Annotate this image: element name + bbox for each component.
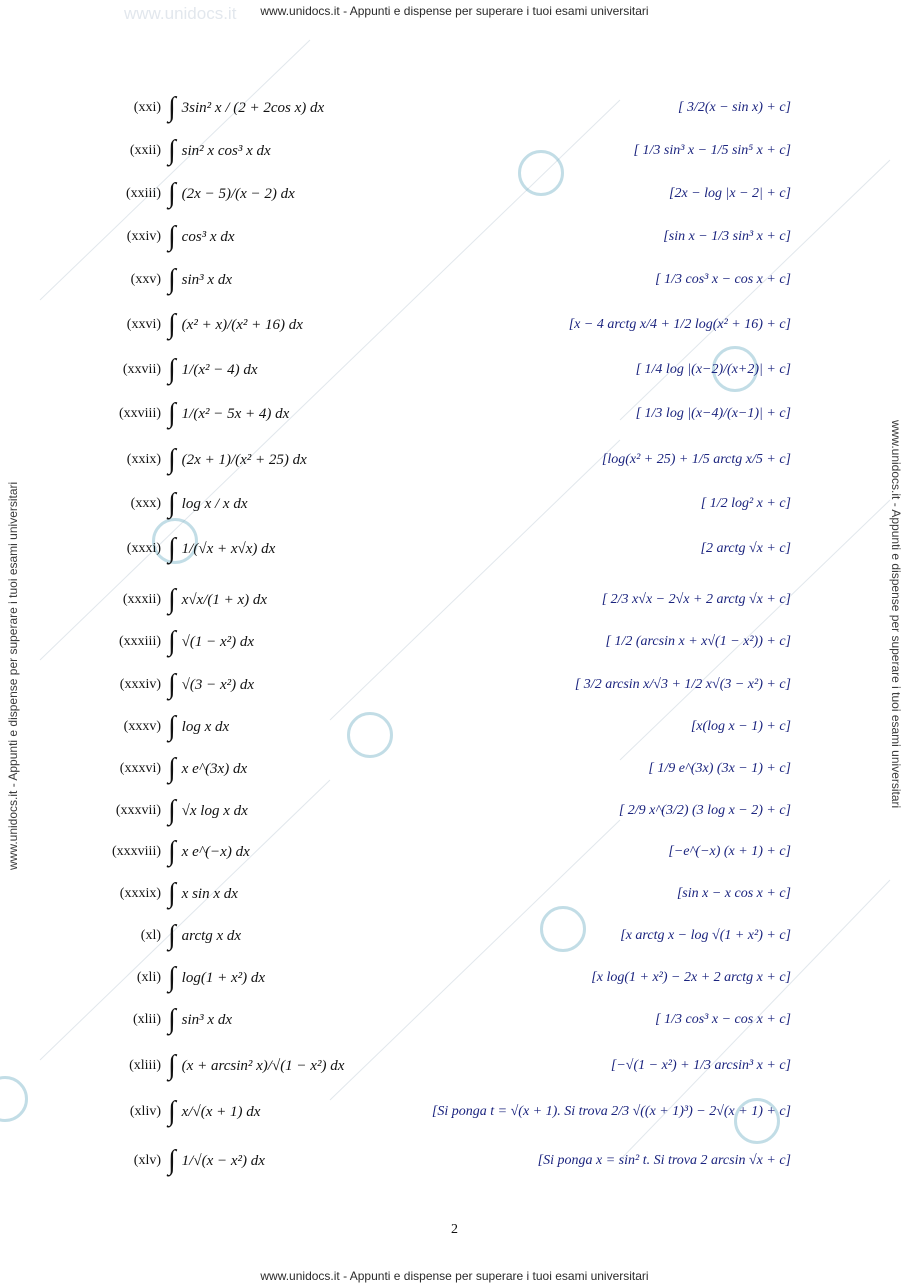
exercise-answer: [Si ponga x = sin² t. Si trova 2 arcsin √x + c] [537, 1153, 791, 1168]
exercise-integrand: log x / x dx [181, 495, 248, 512]
exercise-number: (xliv) [129, 1104, 161, 1119]
exercise-answer: [−√(1 − x²) + 1/3 arcsin³ x + c] [610, 1058, 791, 1073]
exercise-row [0, 260, 909, 300]
exercise-row [0, 350, 909, 390]
exercise-integrand: (x² + x)/(x² + 16) dx [181, 316, 303, 333]
exercise-integral [168, 94, 324, 122]
side-banner-right: www.unidocs.it - Appunti e dispense per superare i tuoi esami universitari [889, 420, 903, 809]
exercise-number: (xlii) [133, 1012, 161, 1027]
exercise-row [0, 131, 909, 171]
side-banner-left: www.unidocs.it - Appunti e dispense per superare i tuoi esami universitari [6, 481, 20, 870]
exercise-answer: [x log(1 + x²) − 2x + 2 arctg x + c] [591, 970, 791, 985]
exercise-integral [168, 1006, 232, 1034]
exercise-number: (xxxv) [123, 719, 161, 734]
exercise-row [0, 529, 909, 569]
exercise-answer: [ 1/3 log |(x−4)/(x−1)| + c] [635, 406, 791, 421]
exercise-number: (xl) [140, 928, 161, 943]
exercise-answer: [2x − log |x − 2| + c] [669, 186, 791, 201]
exercise-number: (xxvi) [126, 317, 161, 332]
exercise-integrand: x/√(x + 1) dx [181, 1103, 261, 1120]
exercise-answer: [ 1/2 log² x + c] [700, 496, 791, 511]
exercise-integral [168, 400, 289, 428]
exercise-answer: [sin x − x cos x + c] [676, 886, 791, 901]
exercise-integral [168, 446, 307, 474]
exercise-number: (xxxvii) [115, 803, 161, 818]
exercise-answer: [ 1/4 log |(x−2)/(x+2)| + c] [635, 362, 791, 377]
exercise-row [0, 305, 909, 345]
exercise-number: (xxiv) [126, 229, 161, 244]
integral-sign-icon: ∫ [168, 711, 176, 742]
exercise-row [0, 958, 909, 998]
exercise-integrand: x sin x dx [181, 885, 238, 902]
integral-sign-icon: ∫ [168, 669, 176, 700]
integral-sign-icon: ∫ [168, 398, 176, 429]
exercise-integral [168, 1147, 265, 1175]
exercise-integrand: 3sin² x / (2 + 2cos x) dx [181, 99, 325, 116]
integral-sign-icon: ∫ [168, 962, 176, 993]
exercise-integral [168, 1098, 260, 1126]
exercise-integrand: 1/(x² − 4) dx [181, 361, 258, 378]
exercise-integrand: (2x − 5)/(x − 2) dx [181, 185, 295, 202]
exercise-integrand: x√x/(1 + x) dx [181, 591, 268, 608]
exercise-row [0, 874, 909, 914]
exercise-number: (xxi) [133, 100, 161, 115]
exercise-row [0, 394, 909, 434]
integral-sign-icon: ∫ [168, 354, 176, 385]
exercise-integral [168, 922, 241, 950]
exercise-answer: [ 1/3 cos³ x − cos x + c] [655, 272, 791, 287]
integral-sign-icon: ∫ [168, 836, 176, 867]
integral-sign-icon: ∫ [168, 444, 176, 475]
exercise-integral [168, 671, 254, 699]
exercise-answer: [ 1/2 (arcsin x + x√(1 − x²)) + c] [605, 634, 791, 649]
integral-sign-icon: ∫ [168, 626, 176, 657]
exercise-integrand: 1/√(x − x²) dx [181, 1152, 265, 1169]
integral-sign-icon: ∫ [168, 135, 176, 166]
exercise-integral [168, 964, 265, 992]
exercise-integrand: √(1 − x²) dx [181, 633, 255, 650]
exercise-row [0, 622, 909, 662]
exercise-integral [168, 1052, 344, 1080]
integral-sign-icon: ∫ [168, 178, 176, 209]
integral-sign-icon: ∫ [168, 221, 176, 252]
integral-sign-icon: ∫ [168, 309, 176, 340]
exercise-integrand: 1/(√x + x√x) dx [181, 540, 276, 557]
exercise-answer: [ 2/3 x√x − 2√x + 2 arctg √x + c] [601, 592, 791, 607]
exercise-answer: [ 1/3 cos³ x − cos x + c] [655, 1012, 791, 1027]
integral-sign-icon: ∫ [168, 878, 176, 909]
exercise-answer: [2 arctg √x + c] [700, 541, 791, 556]
exercise-number: (xxxvi) [119, 761, 161, 776]
integral-sign-icon: ∫ [168, 795, 176, 826]
ghost-watermark: www.unidocs.it [124, 4, 237, 23]
exercise-integrand: arctg x dx [181, 927, 242, 944]
exercise-answer: [ 1/9 e^(3x) (3x − 1) + c] [648, 761, 791, 776]
exercise-answer: [x arctg x − log √(1 + x²) + c] [620, 928, 791, 943]
exercise-row [0, 832, 909, 872]
exercise-integral [168, 356, 258, 384]
exercise-integrand: x e^(−x) dx [181, 843, 250, 860]
exercise-number: (xxxix) [119, 886, 161, 901]
exercise-integral [168, 586, 267, 614]
exercise-number: (xxx) [130, 496, 161, 511]
exercise-number: (xxxviii) [112, 844, 161, 859]
exercise-number: (xxiii) [126, 186, 161, 201]
exercise-answer: [ 2/9 x^(3/2) (3 log x − 2) + c] [618, 803, 791, 818]
exercise-row [0, 1141, 909, 1181]
exercise-integrand: (x + arcsin² x)/√(1 − x²) dx [181, 1057, 345, 1074]
exercise-answer: [sin x − 1/3 sin³ x + c] [663, 229, 791, 244]
exercise-integral [168, 223, 234, 251]
footer-banner[interactable]: www.unidocs.it - Appunti e dispense per superare i tuoi esami universitari [260, 1269, 649, 1283]
exercise-number: (xli) [136, 970, 161, 985]
exercise-answer: [log(x² + 25) + 1/5 arctg x/5 + c] [601, 452, 791, 467]
integral-sign-icon: ∫ [168, 1145, 176, 1176]
exercise-row [0, 88, 909, 128]
exercise-row [0, 217, 909, 257]
integral-sign-icon: ∫ [168, 264, 176, 295]
exercise-integrand: cos³ x dx [181, 228, 235, 245]
exercise-number: (xxxiv) [119, 677, 161, 692]
exercise-integrand: 1/(x² − 5x + 4) dx [181, 405, 290, 422]
integral-sign-icon: ∫ [168, 488, 176, 519]
exercise-answer: [Si ponga t = √(x + 1). Si trova 2/3 √((x + 1)³) − 2√(x + 1) + c] [431, 1104, 791, 1119]
exercise-integral [168, 137, 271, 165]
exercise-row [0, 665, 909, 705]
exercise-integral [168, 880, 238, 908]
exercise-integral [168, 535, 275, 563]
exercise-row [0, 749, 909, 789]
page-number: 2 [451, 1222, 458, 1237]
exercise-integrand: (2x + 1)/(x² + 25) dx [181, 451, 307, 468]
integral-sign-icon: ∫ [168, 92, 176, 123]
exercise-number: (xxxii) [122, 592, 161, 607]
exercise-number: (xxviii) [119, 406, 161, 421]
exercise-integrand: log x dx [181, 718, 230, 735]
exercise-integrand: sin² x cos³ x dx [181, 142, 271, 159]
integral-sign-icon: ∫ [168, 753, 176, 784]
exercise-answer: [−e^(−x) (x + 1) + c] [668, 844, 791, 859]
exercise-row [0, 580, 909, 620]
integral-sign-icon: ∫ [168, 1004, 176, 1035]
integral-sign-icon: ∫ [168, 1096, 176, 1127]
exercise-row [0, 484, 909, 524]
exercise-integral [168, 628, 254, 656]
exercise-integrand: √(3 − x²) dx [181, 676, 255, 693]
header-banner[interactable]: www.unidocs.it - Appunti e dispense per superare i tuoi esami universitari [260, 4, 649, 18]
exercise-number: (xliii) [129, 1058, 161, 1073]
exercise-integrand: √x log x dx [181, 802, 248, 819]
exercise-row [0, 791, 909, 831]
exercise-row [0, 916, 909, 956]
exercise-number: (xxix) [126, 452, 161, 467]
integral-sign-icon: ∫ [168, 920, 176, 951]
exercise-number: (xxvii) [122, 362, 161, 377]
exercise-integral [168, 755, 247, 783]
exercise-number: (xxxiii) [119, 634, 161, 649]
integral-sign-icon: ∫ [168, 533, 176, 564]
exercise-integral [168, 838, 250, 866]
exercise-row [0, 1046, 909, 1086]
exercise-row [0, 1092, 909, 1132]
exercise-integrand: log(1 + x²) dx [181, 969, 266, 986]
integral-sign-icon: ∫ [168, 584, 176, 615]
exercise-answer: [ 3/2 arcsin x/√3 + 1/2 x√(3 − x²) + c] [574, 677, 791, 692]
exercise-integral [168, 490, 247, 518]
exercise-row [0, 440, 909, 480]
integral-sign-icon: ∫ [168, 1050, 176, 1081]
exercise-integrand: sin³ x dx [181, 1011, 232, 1028]
exercise-number: (xxxi) [126, 541, 161, 556]
exercise-row [0, 174, 909, 214]
exercise-integral [168, 311, 303, 339]
exercise-integral [168, 713, 229, 741]
exercise-answer: [ 3/2(x − sin x) + c] [678, 100, 791, 115]
exercise-answer: [ 1/3 sin³ x − 1/5 sin⁵ x + c] [633, 143, 791, 158]
exercise-integral [168, 797, 248, 825]
exercise-number: (xlv) [133, 1153, 161, 1168]
exercise-answer: [x − 4 arctg x/4 + 1/2 log(x² + 16) + c] [568, 317, 791, 332]
exercise-number: (xxii) [129, 143, 161, 158]
exercise-row [0, 707, 909, 747]
exercise-integral [168, 180, 295, 208]
exercise-row [0, 1000, 909, 1040]
exercise-number: (xxv) [130, 272, 161, 287]
exercise-integrand: x e^(3x) dx [181, 760, 248, 777]
exercise-integrand: sin³ x dx [181, 271, 232, 288]
exercise-integral [168, 266, 232, 294]
exercise-answer: [x(log x − 1) + c] [690, 719, 791, 734]
